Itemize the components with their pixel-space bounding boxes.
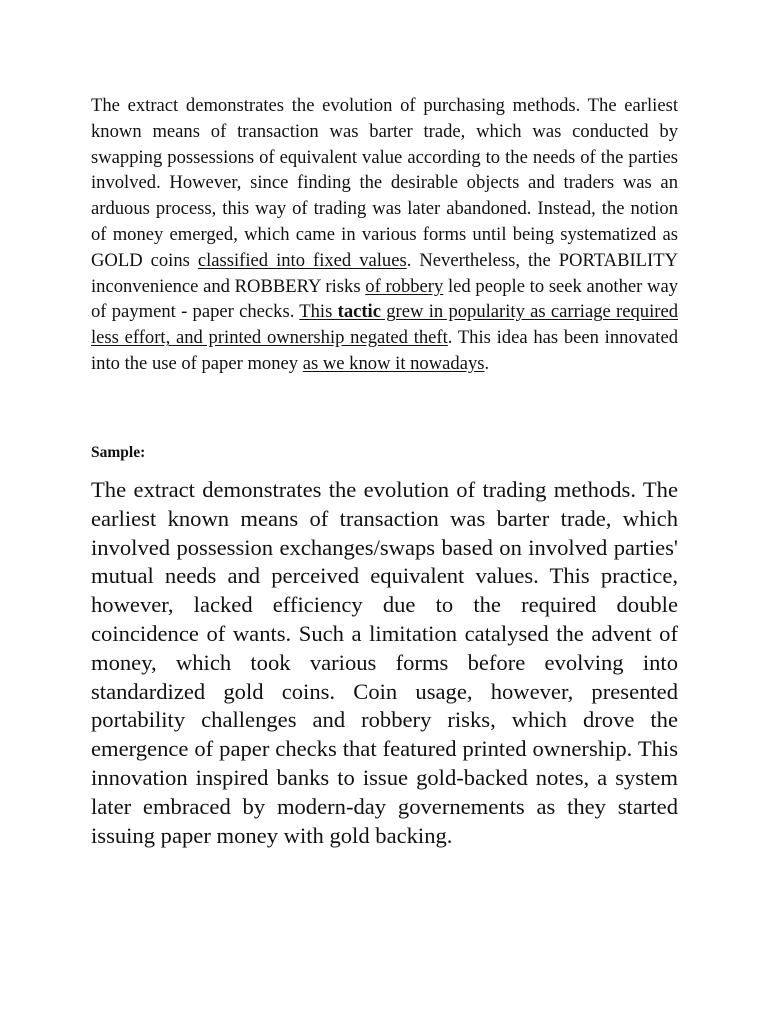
- extract-paragraph: [91, 93, 678, 377]
- extract-text-5: .: [484, 352, 490, 374]
- extract-text-4: . This idea has been innovated into the use of paper money: [91, 327, 679, 374]
- underline-classified-fixed-values: classified into fixed values: [197, 249, 407, 271]
- bold-tactic: tactic: [337, 301, 381, 323]
- extract-text-2: . Nevertheless, the PORTABILITY inconvenience and ROBBERY risks: [91, 249, 678, 297]
- underline-tactic-rest: grew in popularity as carriage required less effort, and printed ownership negated theft: [91, 301, 678, 349]
- underline-as-we-know-it: as we know it nowadays: [302, 352, 485, 374]
- underline-of-robbery: of robbery: [365, 275, 444, 297]
- extract-text-3: led people to seek another way of payment - paper checks.: [91, 275, 678, 323]
- sample-heading: Sample:: [91, 444, 146, 461]
- sample-paragraph: The extract demonstrates the evolution of trading methods. The earliest known means of transaction was barter trade, which involved possession exchanges/swaps based on involved parties' mutual needs and perceived equivalent values. This practice, however, lacked efficiency due to the required double coincidence of wants. Such a limitation catalysed the advent of money, which took various forms before evolving into standardized gold coins. Coin usage, however, presented portability challenges and robbery risks, which drove the emergence of paper checks that featured printed ownership. This innovation inspired banks to issue gold-backed notes, a system later embraced by modern-day governements as they started issuing paper money with gold backing.: [91, 477, 678, 848]
- extract-text-1: The extract demonstrates the evolution of purchasing methods. The earliest known means of transaction was barter trade, which was conducted by swapping possessions of equivalent value according to the needs of the parties involved. However, since finding the desirable objects and traders was an arduous process, this way of trading was later abandoned. Instead, the notion of money emerged, which came in various forms until being systematized as GOLD coins: [91, 95, 678, 271]
- underline-this: This: [299, 301, 338, 323]
